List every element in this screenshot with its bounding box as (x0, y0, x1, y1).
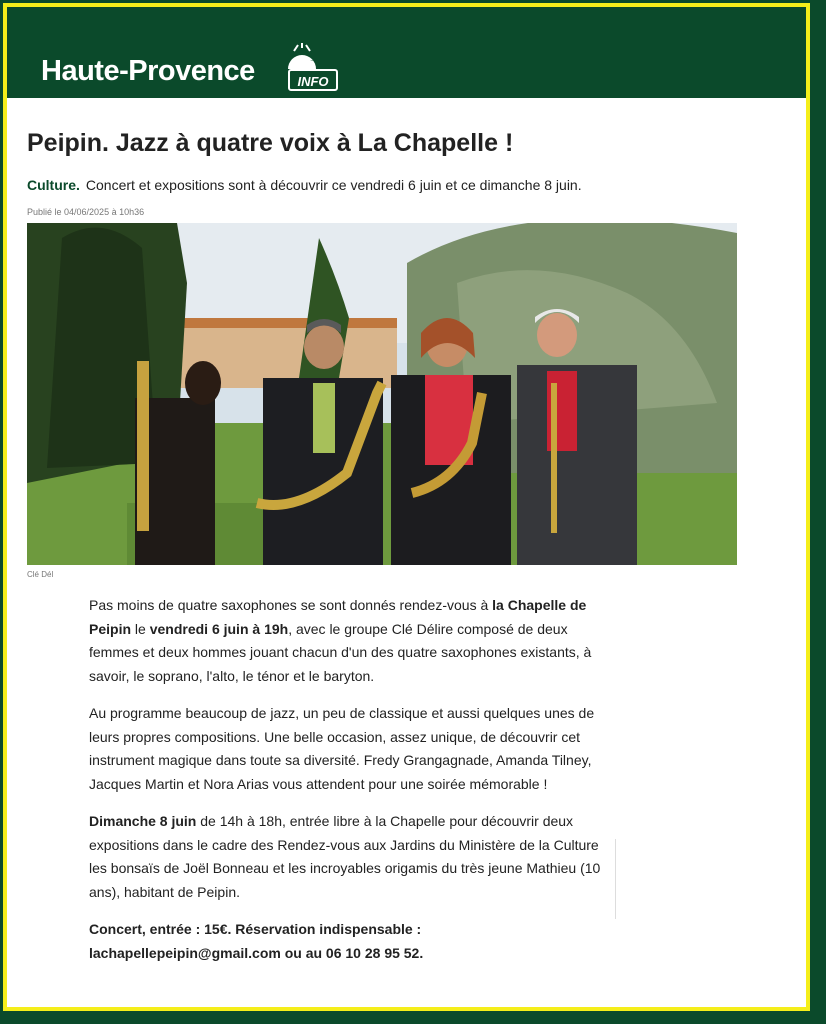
photo-credit: Clé Dél (27, 570, 54, 579)
category-link[interactable]: Culture. (27, 177, 80, 193)
paragraph-1: Pas moins de quatre saxophones se sont donnés rendez-vous à la Chapelle de Peipin le vendredi 6 juin à 19h, avec le groupe Clé Délire composé de deux femmes et deux hommes jouant chacun d'un des quatre saxophones existants, à savoir, le soprano, l'alto, le ténor et le baryton. (89, 597, 592, 684)
side-divider (615, 839, 616, 919)
lead-text: Concert et expositions sont à découvrir ce vendredi 6 juin et ce dimanche 8 juin. (85, 177, 582, 193)
article-body (89, 594, 609, 979)
paragraph-2: Au programme beaucoup de jazz, un peu de classique et aussi quelques unes de leurs propres compositions. Une belle occasion, assez unique, de découvrir cet instrument magique dans toute sa diversité. Fredy Grangagnade, Amanda Tilney, Jacques Martin et Nora Arias vous attendent pour une soirée mémorable ! (89, 705, 595, 792)
sun-logo-icon (282, 43, 322, 71)
paragraph-4: Concert, entrée : 15€. Réservation indispensable : lachapellepeipin@gmail.com ou au 06 10 28 95 52. (89, 921, 424, 961)
site-header (7, 7, 806, 98)
page-frame (3, 3, 810, 1011)
article-photo (27, 223, 737, 565)
publish-date: Publié le 04/06/2025 à 10h36 (27, 207, 145, 217)
article-lead (27, 177, 582, 193)
site-logo-badge[interactable]: INFO (288, 69, 338, 91)
article-title: Peipin. Jazz à quatre voix à La Chapelle ! (27, 129, 514, 157)
site-logo[interactable]: Haute-Provence (41, 55, 255, 87)
paragraph-3: Dimanche 8 juin de 14h à 18h, entrée libre à la Chapelle pour découvrir deux expositions dans le cadre des Rendez-vous aux Jardins du Ministère de la Culture les bonsaïs de Joël Bonneau et les incroyables origamis du très jeune Mathieu (10 ans), habitant de Peipin. (89, 813, 601, 900)
